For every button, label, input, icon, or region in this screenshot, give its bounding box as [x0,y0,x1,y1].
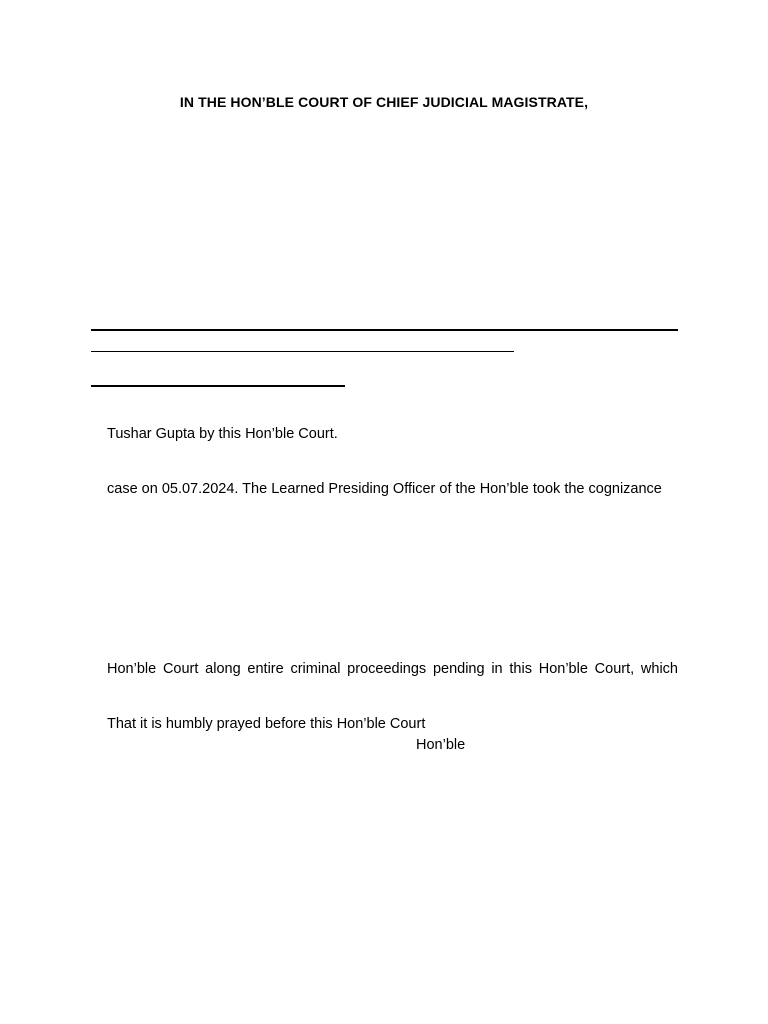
court-heading: IN THE HON’BLE COURT OF CHIEF JUDICIAL MAGISTRATE, [179,94,589,110]
text-line-3: Hon’ble Court along entire criminal proceedings pending in this Hon’ble Court, which [107,661,678,677]
redaction-line-1 [91,329,678,331]
text-line-4: That it is humbly prayed before this Hon’ble Court [107,716,426,732]
redaction-line-3 [91,385,345,387]
text-line-2: case on 05.07.2024. The Learned Presiding Officer of the Hon’ble took the cognizance [107,481,662,497]
redaction-line-2 [91,351,514,352]
text-line-5: Hon’ble [416,737,466,753]
text-line-1: Tushar Gupta by this Hon’ble Court. [107,426,338,442]
